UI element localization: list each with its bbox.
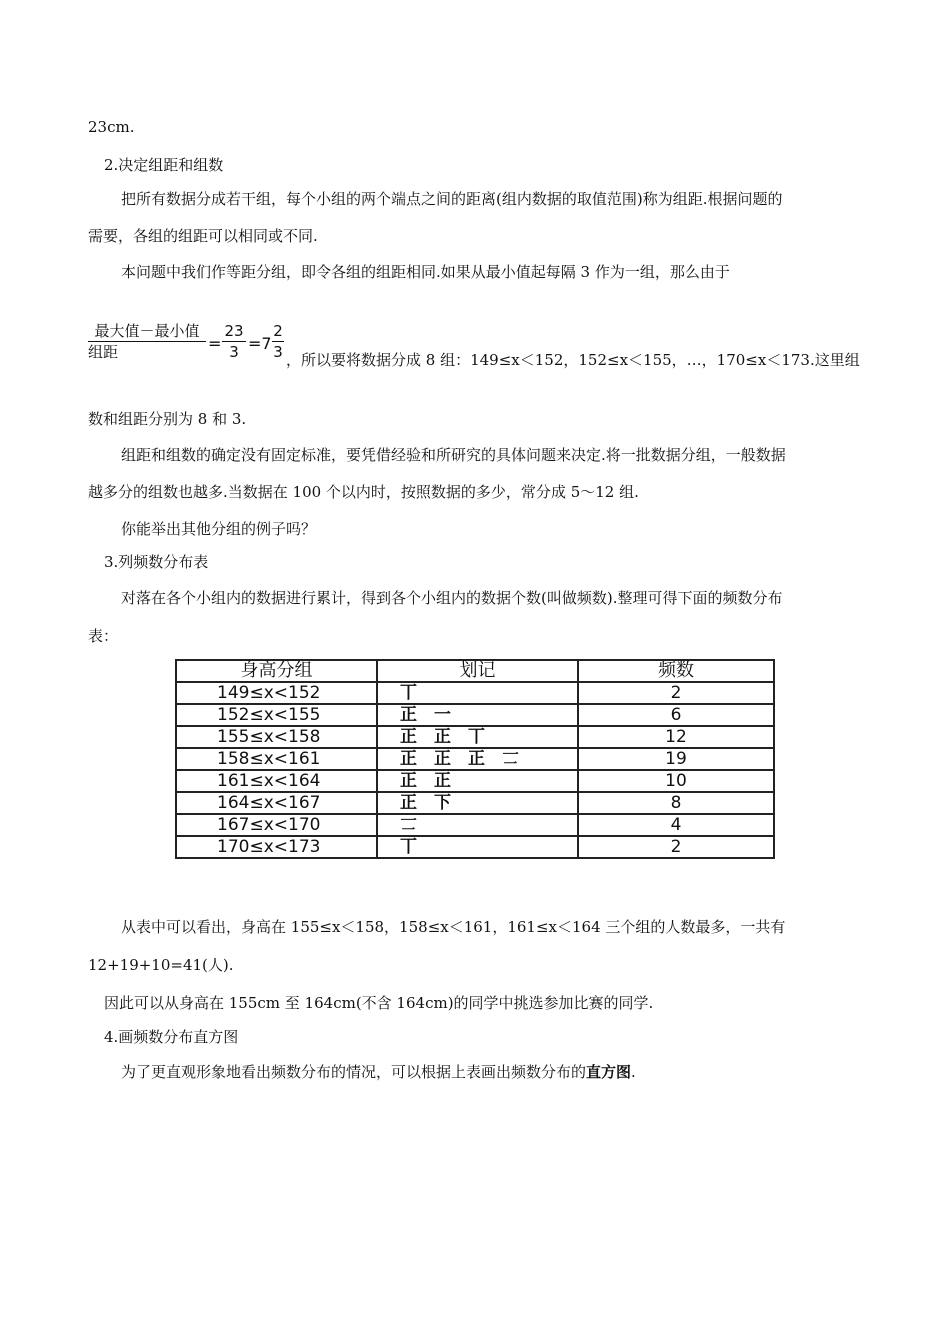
group-range-cell: 155≤x<158 [176, 726, 377, 748]
paragraph-line: 越多分的组数也越多.当数据在 100 个以内时，按照数据的多少，常分成 5～12 组. [88, 483, 639, 501]
table-row [176, 704, 774, 726]
paragraph-line: 因此可以从身高在 155cm 至 164cm(不含 164cm)的同学中挑选参加比赛的同学. [104, 994, 654, 1012]
group-range-cell: 161≤x<164 [176, 770, 377, 792]
group-range-cell: 152≤x<155 [176, 704, 377, 726]
table-row [176, 682, 774, 704]
group-range-cell: 170≤x<173 [176, 836, 377, 858]
fraction-bar [272, 341, 284, 342]
column-header-frequency: 频数 [578, 660, 774, 682]
paragraph-line: 把所有数据分成若干组，每个小组的两个端点之间的距离(组内数据的取值范围)称为组距.根据问题的 [121, 190, 783, 208]
fraction-range-over-width [88, 322, 206, 361]
group-range-cell: 167≤x<170 [176, 814, 377, 836]
column-header-group: 身高分组 [176, 660, 377, 682]
paragraph-line: 对落在各个小组内的数据进行累计，得到各个小组内的数据个数(叫做频数).整理可得下面的频数分布 [121, 589, 783, 607]
frequency-cell: 6 [578, 704, 774, 726]
section-heading: 2.决定组距和组数 [104, 156, 224, 174]
section-heading: 4.画频数分布直方图 [104, 1028, 239, 1046]
table-row [176, 726, 774, 748]
paragraph-line: 表： [88, 627, 119, 645]
frequency-cell: 2 [578, 836, 774, 858]
tally-cell: 丅 [377, 682, 578, 704]
frequency-cell: 19 [578, 748, 774, 770]
equals-sign: = [208, 334, 222, 353]
paragraph-line: 你能举出其他分组的例子吗？ [121, 520, 317, 538]
fraction-23-over-3 [222, 322, 246, 361]
table-row [176, 792, 774, 814]
fraction-numerator: 2 [273, 322, 283, 340]
frequency-cell: 12 [578, 726, 774, 748]
fraction-denominator: 3 [273, 343, 283, 361]
equals-seven: =7 [248, 334, 272, 353]
paragraph-text: 为了更直观形象地看出频数分布的情况，可以根据上表画出频数分布的 [121, 1063, 587, 1081]
tally-cell: 正 下 [377, 792, 578, 814]
section-heading: 3.列频数分布表 [104, 553, 209, 571]
paragraph-line: ，所以要将数据分成 8 组：149≤x＜152，152≤x＜155，…，170≤x＜173.这里组 [286, 351, 860, 369]
paragraph-line [121, 1062, 636, 1082]
frequency-cell: 10 [578, 770, 774, 792]
formula [88, 318, 288, 368]
table-row [176, 814, 774, 836]
tally-cell: 丅 [377, 836, 578, 858]
group-range-cell: 164≤x<167 [176, 792, 377, 814]
fraction-bar [222, 341, 246, 342]
fraction-bar [88, 341, 206, 342]
table-row [176, 836, 774, 858]
tally-cell: 正 正 丅 [377, 726, 578, 748]
frequency-cell: 2 [578, 682, 774, 704]
tally-cell: 正 正 正 𠄟 [377, 748, 578, 770]
paragraph-end: . [631, 1063, 636, 1081]
frequency-cell: 8 [578, 792, 774, 814]
fraction-denominator: 组距 [88, 343, 119, 361]
text-line: 23cm. [88, 118, 135, 136]
fraction-denominator: 3 [229, 343, 239, 361]
fraction-numerator: 23 [224, 322, 244, 340]
fraction-numerator: 最大值－最小值 [94, 322, 200, 340]
table-row [176, 748, 774, 770]
frequency-table [175, 659, 775, 859]
group-range-cell: 149≤x<152 [176, 682, 377, 704]
paragraph-line: 数和组距分别为 8 和 3. [88, 410, 247, 428]
table-header-row [176, 660, 774, 682]
paragraph-line: 需要，各组的组距可以相同或不同. [88, 227, 318, 245]
fraction-2-over-3 [272, 322, 284, 361]
tally-cell: 𠄟 [377, 814, 578, 836]
paragraph-line: 从表中可以看出，身高在 155≤x＜158，158≤x＜161，161≤x＜164 三个组的人数最多，一共有 [121, 918, 786, 936]
column-header-tally: 划记 [377, 660, 578, 682]
table-row [176, 770, 774, 792]
group-range-cell: 158≤x<161 [176, 748, 377, 770]
paragraph-line: 12+19+10=41(人). [88, 956, 234, 974]
paragraph-line: 组距和组数的确定没有固定标准，要凭借经验和所研究的具体问题来决定.将一批数据分组，一般数据 [121, 446, 786, 464]
tally-cell: 正 正 [377, 770, 578, 792]
paragraph-line: 本问题中我们作等距分组，即令各组的组距相同.如果从最小值起每隔 3 作为一组，那么由于 [121, 263, 730, 281]
term-histogram: 直方图 [586, 1063, 632, 1081]
frequency-cell: 4 [578, 814, 774, 836]
tally-cell: 正 一 [377, 704, 578, 726]
